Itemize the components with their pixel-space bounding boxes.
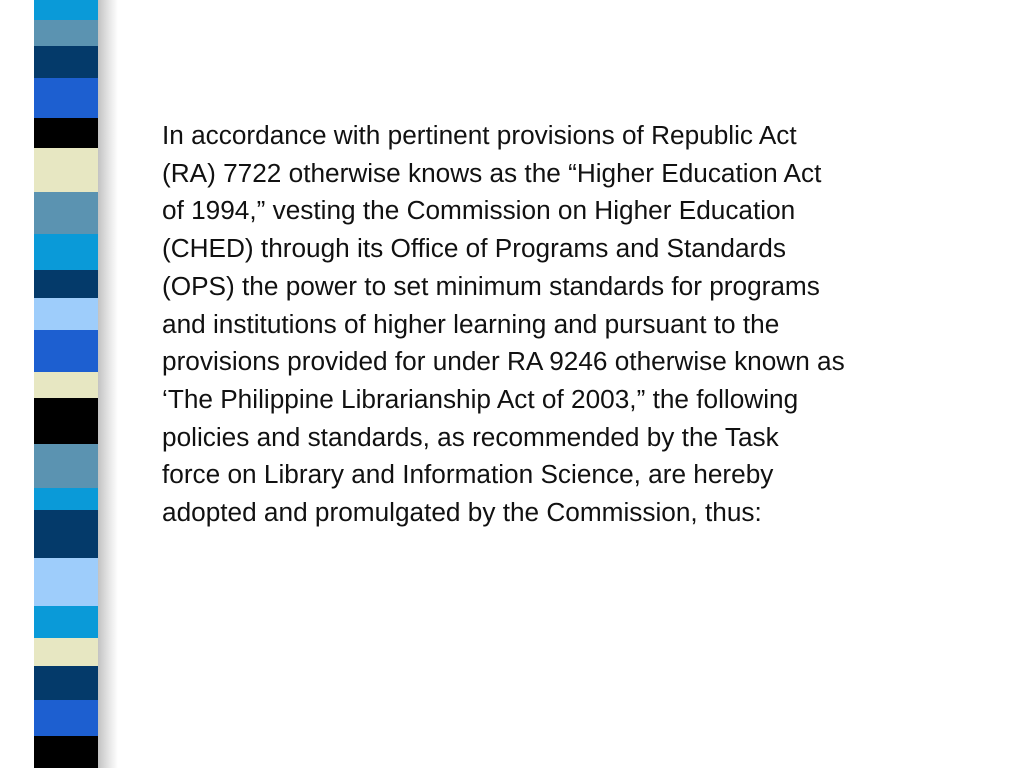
color-block <box>34 488 98 510</box>
color-block <box>34 234 98 270</box>
color-block <box>34 638 98 666</box>
color-block <box>34 606 98 638</box>
color-block <box>34 736 98 768</box>
color-block <box>34 78 98 118</box>
color-block-bar <box>34 0 98 768</box>
color-block <box>34 398 98 444</box>
color-block <box>34 666 98 700</box>
color-block <box>34 20 98 46</box>
color-block <box>34 444 98 488</box>
color-block <box>34 148 98 192</box>
color-block <box>34 298 98 330</box>
color-block <box>34 558 98 606</box>
color-block <box>34 46 98 78</box>
color-block <box>34 510 98 558</box>
color-block <box>34 270 98 298</box>
color-block <box>34 118 98 148</box>
color-block <box>34 0 98 20</box>
color-block <box>34 330 98 372</box>
color-block <box>34 700 98 736</box>
body-paragraph: In accordance with pertinent provisions of Republic Act (RA) 7722 otherwise knows as the “Higher Education Act of 1994,” vesting the Commission on Higher Education (CHED) through its Office of Programs and Standards (OPS) the power to set minimum standards for programs and institutions of higher learning and pursuant to the provisions provided for under RA 9246 otherwise known as ‘The Philippine Librarianship Act of 2003,” the following policies and standards, as recommended by the Task force on Library and Information Science, are hereby adopted and promulgated by the Commission, thus: <box>162 120 845 528</box>
color-block <box>34 372 98 398</box>
color-block <box>34 192 98 234</box>
